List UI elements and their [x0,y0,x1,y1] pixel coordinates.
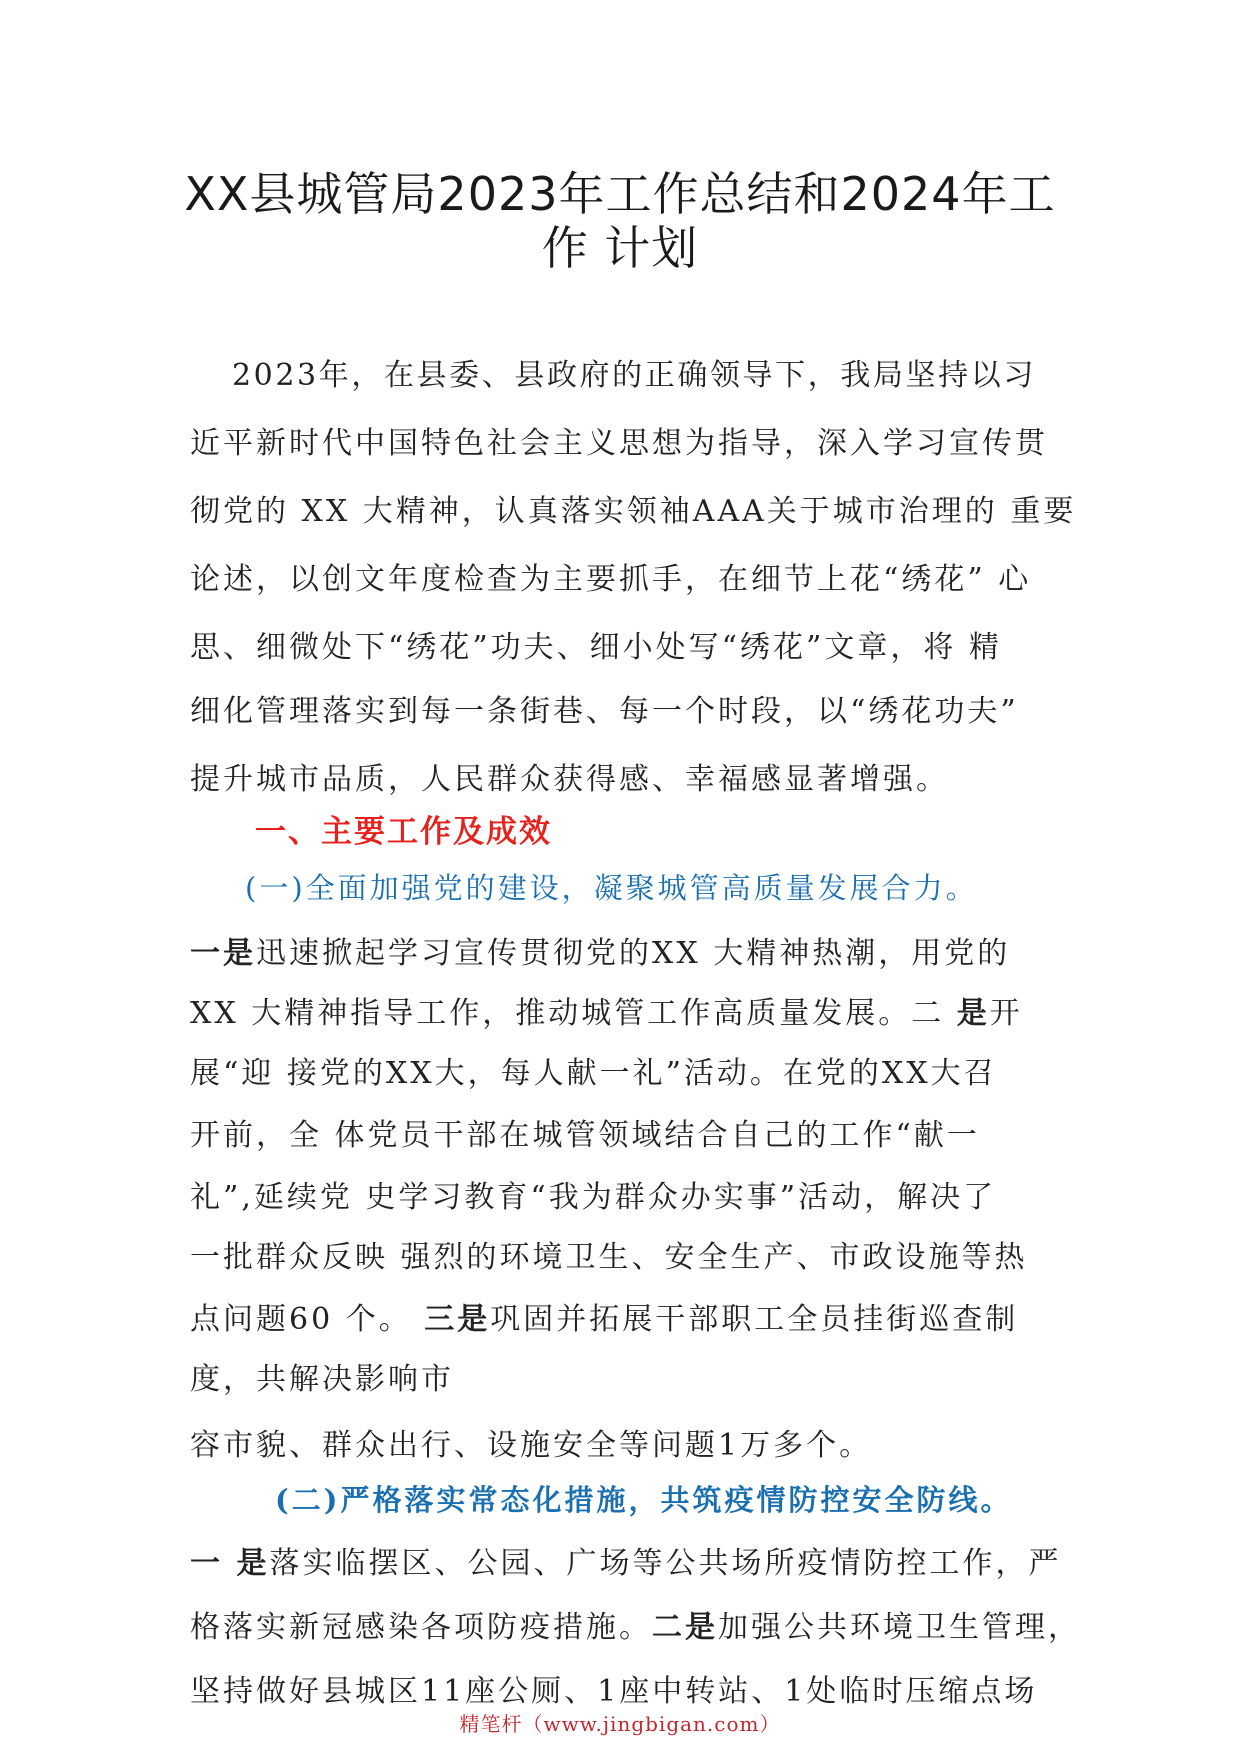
intro-line: 彻党的 XX 大精神，认真落实领袖AAA关于城市治理的 重要 [190,494,1077,529]
document-title-line1: XX县城管局2023年工作总结和2024年工 [184,167,1056,221]
subsection-heading: (一)全面加强党的建设，凝聚城管高质量发展合力。 [245,871,978,905]
enum-marker: 三是 [424,1302,491,1337]
body-line: 一批群众反映 强烈的环境卫生、安全生产、市政设施等热 [190,1240,1028,1275]
body-text: XX 大精神指导工作，推动城管工作高质量发展。二 [190,996,957,1031]
body-text: 巩固并拓展干部职工全员挂街巡查制 [490,1302,1019,1337]
intro-line: 提升城市品质，人民群众获得感、幸福感显著增强。 [190,762,949,797]
body-text: 加强公共环境卫生管理， [718,1610,1081,1645]
body-line: 度，共解决影响市 [190,1362,454,1397]
enum-marker: 一 是 [190,1546,270,1581]
body-line [190,1538,1061,1582]
footer-watermark: 精笔杆（www.jingbigan.com） [459,1712,781,1736]
body-line [190,988,1023,1032]
body-line [190,928,1010,972]
intro-line: 近平新时代中国特色社会主义思想为指导，深入学习宣传贯 [190,426,1048,461]
subsection-heading: (二)严格落实常态化措施，共筑疫情防控安全防线。 [275,1483,1013,1517]
intro-line: 2023年，在县委、县政府的正确领导下，我局坚持以习 [232,358,1036,393]
body-text: 点问题60 个。 [190,1302,425,1337]
body-text: 落实临摆区、公园、广场等公共场所疫情防控工作，严 [269,1546,1062,1581]
body-line: 容市貌、群众出行、设施安全等问题1万多个。 [190,1428,873,1463]
body-line [190,1294,1018,1338]
body-line [190,1602,1081,1646]
body-line: 坚持做好县城区11座公厕、1座中转站、1处临时压缩点场 [190,1674,1038,1709]
body-text: 开 [989,996,1023,1031]
enum-marker: 一是 [190,936,256,971]
intro-line: 论述，以创文年度检查为主要抓手，在细节上花“绣花” 心 [190,562,1032,597]
body-text: 格落实新冠感染各项防疫措施。 [190,1610,652,1645]
body-line: 展“迎 接党的XX大，每人献一礼”活动。在党的XX大召 [190,1056,997,1091]
document-title-line2: 作 计划 [541,221,699,275]
body-text: 迅速掀起学习宣传贯彻党的XX 大精神热潮，用党的 [256,936,1011,971]
body-line: 开前，全 体党员干部在城管领域结合自己的工作“献一 [190,1118,980,1153]
enum-marker: 是 [956,996,990,1031]
section-heading: 一、主要工作及成效 [255,814,552,850]
intro-line: 思、细微处下“绣花”功夫、细小处写“绣花”文章，将 精 [190,630,1002,665]
body-line: 礼”,延续党 史学习教育“我为群众办实事”活动，解决了 [190,1180,997,1215]
intro-line: 细化管理落实到每一条街巷、每一个时段，以“绣花功夫” [190,694,1019,729]
enum-marker: 二是 [652,1610,718,1645]
